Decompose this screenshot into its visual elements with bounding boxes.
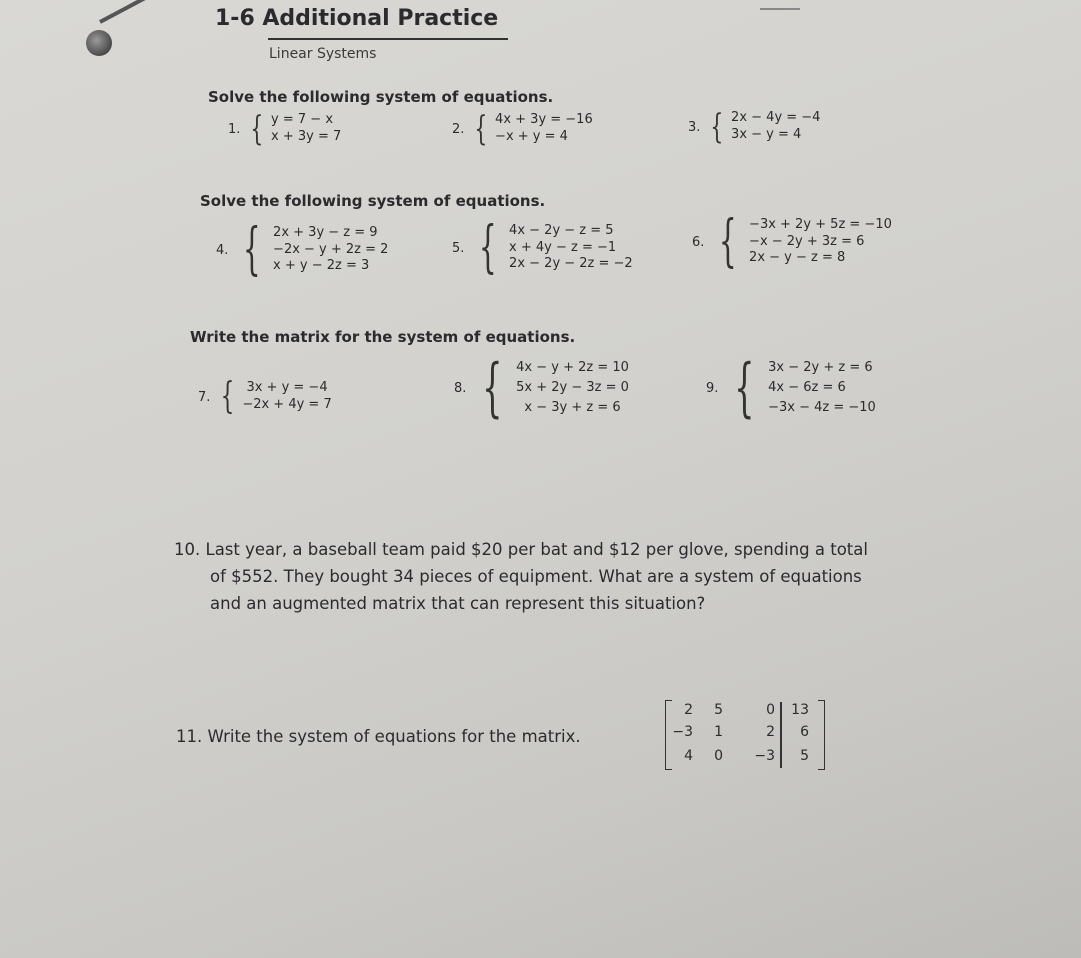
brace-icon: { — [710, 107, 724, 147]
brace-icon: { — [479, 215, 498, 280]
problem-text: Write the system of equations for the matrix. — [207, 727, 581, 746]
equation: −2x − y + 2z = 2 — [273, 241, 389, 257]
equation: 2x − 4y = −4 — [731, 110, 821, 126]
equation: 3x − y = 4 — [731, 127, 802, 142]
equation-system — [273, 225, 388, 276]
problem-1 — [228, 109, 342, 149]
pushpin-icon — [86, 30, 112, 56]
matrix-cell: 5 — [714, 702, 723, 718]
title-rule — [268, 38, 508, 40]
equation: −x + y = 4 — [495, 129, 568, 144]
problem-number: 6. — [692, 234, 705, 250]
equation: x − 3y + z = 6 — [524, 400, 621, 416]
matrix-cell: 6 — [800, 724, 809, 740]
problem-number: 3. — [688, 119, 701, 135]
equation-system — [509, 223, 633, 274]
equation: 3x − 2y + z = 6 — [768, 359, 873, 375]
equation: −x − 2y + 3z = 6 — [749, 233, 865, 249]
equation: 4x − 6z = 6 — [768, 379, 846, 395]
matrix-cell: 5 — [800, 748, 809, 764]
matrix-cell: −3 — [672, 724, 693, 740]
problem-8 — [454, 351, 629, 425]
equation: x + y − 2z = 3 — [273, 258, 370, 274]
problem-3 — [688, 107, 821, 147]
matrix-cell: 2 — [684, 702, 693, 718]
problem-10 — [174, 536, 970, 617]
problem-text-line: of $552. They bought 34 pieces of equipment. What are a system of equations — [210, 567, 862, 586]
augment-line — [780, 702, 782, 768]
matrix-cell: 2 — [766, 724, 775, 740]
problem-number: 4. — [216, 242, 229, 258]
brace-icon: { — [474, 109, 488, 149]
decor-line — [760, 8, 800, 10]
equation: x + 4y − z = −1 — [509, 239, 617, 255]
problem-5 — [452, 215, 633, 280]
problem-9 — [706, 351, 876, 425]
problem-text-line: and an augmented matrix that can represent this situation? — [210, 594, 706, 613]
problem-number: 8. — [454, 380, 467, 396]
section-3-instruction: Write the matrix for the system of equations. — [190, 328, 576, 346]
problem-11 — [176, 727, 581, 746]
problem-number: 1. — [228, 121, 241, 137]
equation: 4x − 2y − z = 5 — [509, 222, 614, 238]
problem-text-line: Last year, a baseball team paid $20 per bat and $12 per glove, spending a total — [205, 540, 868, 559]
problem-number: 2. — [452, 121, 465, 137]
page-subtitle: Linear Systems — [269, 46, 377, 62]
equation: 3x + y = −4 — [246, 380, 328, 396]
problem-number: 11. — [176, 727, 203, 746]
equation-system — [768, 358, 876, 418]
pin-stem — [99, 0, 154, 24]
matrix-cell: 4 — [684, 748, 693, 764]
matrix-cell: −3 — [754, 748, 775, 764]
brace-icon: { — [243, 217, 262, 282]
brace-icon: { — [220, 376, 235, 417]
equation: −3x + 2y + 5z = −10 — [749, 216, 892, 232]
equation: −2x + 4y = 7 — [242, 397, 332, 412]
page-title: 1-6 Additional Practice — [215, 6, 499, 31]
problem-number: 10. — [174, 540, 201, 559]
equation: −3x − 4z = −10 — [768, 400, 876, 416]
problem-number: 9. — [706, 380, 719, 396]
matrix-bracket-right — [818, 700, 825, 770]
equation-system — [271, 112, 341, 146]
equation: y = 7 − x — [271, 112, 334, 128]
brace-icon: { — [734, 351, 755, 425]
matrix-cell: 13 — [791, 702, 809, 718]
problem-6 — [692, 209, 892, 274]
equation: 4x − y + 2z = 10 — [516, 359, 629, 375]
equation: 2x − y − z = 8 — [749, 250, 846, 266]
equation: 5x + 2y − 3z = 0 — [516, 379, 629, 395]
section-1-instruction: Solve the following system of equations. — [208, 88, 554, 106]
problem-2 — [452, 109, 593, 149]
problem-number: 5. — [452, 240, 465, 256]
brace-icon: { — [719, 209, 738, 274]
equation: 2x − 2y − 2z = −2 — [509, 256, 633, 272]
equation-system — [516, 358, 629, 418]
equation: x + 3y = 7 — [271, 129, 342, 144]
equation-system — [749, 217, 892, 268]
equation-system — [495, 112, 593, 146]
matrix-cell: 0 — [714, 748, 723, 764]
matrix-cell: 1 — [714, 724, 723, 740]
equation-system — [731, 110, 820, 144]
equation-system — [242, 380, 331, 414]
equation: 2x + 3y − z = 9 — [273, 224, 378, 240]
section-2-instruction: Solve the following system of equations. — [200, 192, 546, 210]
brace-icon: { — [250, 109, 264, 149]
problem-7 — [198, 376, 332, 417]
brace-icon: { — [482, 351, 503, 425]
problem-4 — [216, 217, 389, 282]
matrix-cell: 0 — [766, 702, 775, 718]
problem-number: 7. — [198, 389, 211, 405]
equation: 4x + 3y = −16 — [495, 112, 593, 128]
augmented-matrix — [665, 700, 825, 770]
